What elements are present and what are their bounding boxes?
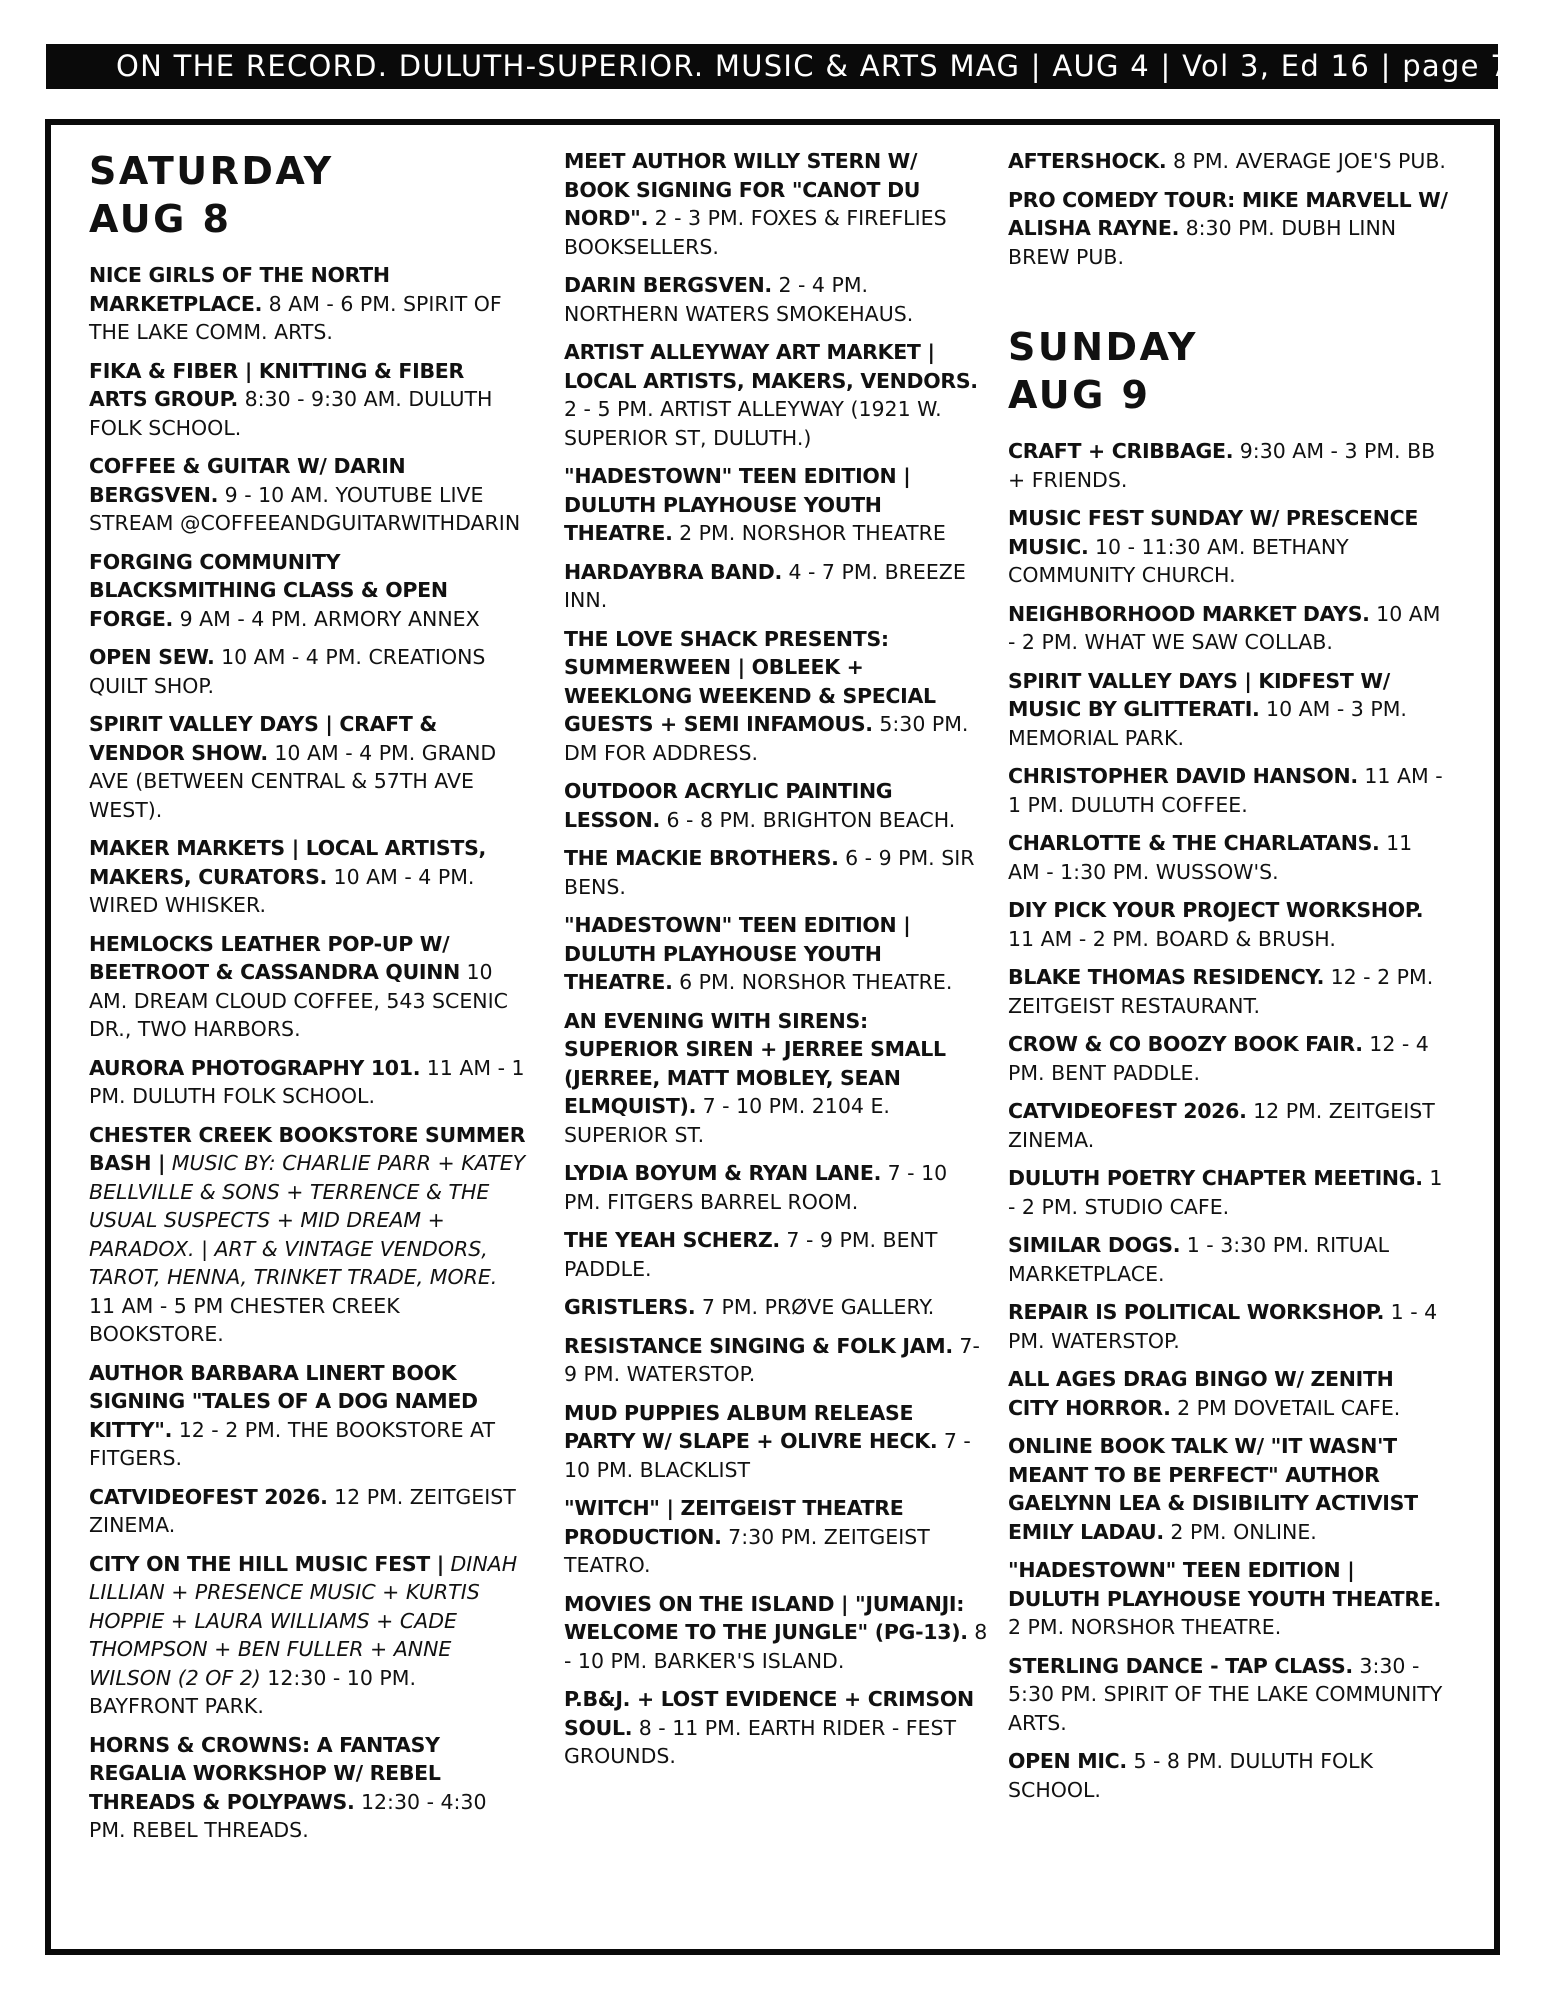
event-item (89, 930, 529, 1044)
calendar-frame (45, 119, 1500, 1955)
event-title: CATVIDEOFEST 2026. (1008, 1099, 1247, 1123)
event-title: CHRISTOPHER DAVID HANSON. (1008, 764, 1358, 788)
event-details: 7 - 10 PM. 2104 E. SUPERIOR ST. (564, 1094, 890, 1147)
event-title: DARIN BERGSVEN. (564, 273, 772, 297)
event-title: OPEN MIC. (1008, 1749, 1127, 1773)
event-title: HEMLOCKS LEATHER POP-UP W/ BEETROOT & CASSANDRA QUINN (89, 931, 460, 984)
event-details: 10 AM - 2 PM. WHAT WE SAW COLLAB. (1008, 601, 1441, 654)
event-item (564, 1494, 989, 1580)
event-details: 7 PM. PRØVE GALLERY. (695, 1295, 935, 1319)
event-item (564, 1226, 989, 1283)
day-name: SUNDAY (1008, 325, 1198, 369)
event-item (564, 1685, 989, 1771)
event-details: 1 - 4 PM. WATERSTOP. (1008, 1300, 1438, 1353)
event-item (89, 548, 529, 634)
event-item (89, 357, 529, 443)
event-artists: DINAH LILLIAN + PRESENCE MUSIC + KURTIS HOPPIE + LAURA WILLIAMS + CADE THOMPSON + BEN FULLER + ANNE WILSON (2 OF 2) (89, 1551, 518, 1690)
event-title: DIY PICK YOUR PROJECT WORKSHOP. (1008, 898, 1424, 922)
day-name: SATURDAY (89, 149, 334, 193)
event-item (89, 1359, 529, 1473)
event-item (89, 710, 529, 824)
event-item (1008, 1652, 1448, 1738)
event-details: 1 - 2 PM. STUDIO CAFE. (1008, 1166, 1443, 1219)
event-title: "HADESTOWN" TEEN EDITION | DULUTH PLAYHOUSE YOUTH THEATRE. (1008, 1558, 1442, 1611)
event-item (89, 261, 529, 347)
event-title: AFTERSHOCK. (1008, 149, 1167, 173)
event-item (1008, 1030, 1448, 1087)
event-title: MUSIC FEST SUNDAY W/ PRESCENCE MUSIC. (1008, 506, 1419, 559)
event-title: STERLING DANCE - TAP CLASS. (1008, 1653, 1353, 1678)
event-item (1008, 829, 1448, 886)
event-title: CHESTER CREEK BOOKSTORE SUMMER BASH | (89, 1122, 526, 1175)
event-title: CITY ON THE HILL MUSIC FEST | (89, 1551, 444, 1576)
event-item (564, 462, 989, 548)
event-title: AUTHOR BARBARA LINERT BOOK SIGNING "TALES OF A DOG NAMED KITTY". (89, 1360, 478, 1442)
event-details: 11 AM - 1 PM. DULUTH FOLK SCHOOL. (89, 1055, 525, 1108)
event-item (1008, 1556, 1448, 1642)
event-list (564, 147, 989, 1771)
event-title: HORNS & CROWNS: A FANTASY REGALIA WORKSHOP W/ REBEL THREADS & POLYPAWS. (89, 1732, 441, 1814)
event-details: 12 - 4 PM. BENT PADDLE. (1008, 1032, 1429, 1085)
event-details: 8 AM - 6 PM. SPIRIT OF THE LAKE COMM. ARTS. (89, 291, 502, 344)
event-details: 7 - 10 PM. FITGERS BARREL ROOM. (564, 1161, 948, 1214)
event-item (564, 1332, 989, 1389)
event-title: MEET AUTHOR WILLY STERN W/ BOOK SIGNING FOR "CANOT DU NORD". (564, 149, 921, 230)
event-title: CRAFT + CRIBBAGE. (1008, 439, 1234, 463)
event-details: 7 - 9 PM. BENT PADDLE. (564, 1228, 938, 1281)
event-title: "HADESTOWN" TEEN EDITION | DULUTH PLAYHOUSE YOUTH THEATRE. (564, 464, 911, 545)
event-title: ARTIST ALLEYWAY ART MARKET | LOCAL ARTISTS, MAKERS, VENDORS. (564, 340, 978, 393)
column-3 (1008, 147, 1448, 1814)
event-title: FORGING COMMUNITY BLACKSMITHING CLASS & OPEN FORGE. (89, 549, 448, 631)
event-item (564, 625, 989, 768)
event-item (89, 452, 529, 538)
event-title: MOVIES ON THE ISLAND | "JUMANJI: WELCOME TO THE JUNGLE" (PG-13). (564, 1591, 968, 1644)
event-item (564, 147, 989, 261)
event-item (564, 338, 989, 452)
event-details: 12 PM. ZEITGEIST ZINEMA. (89, 1484, 516, 1537)
event-details: 9 - 10 AM. YOUTUBE LIVE STREAM @COFFEEANDGUITARWITHDARIN (89, 482, 521, 535)
event-title: SPIRIT VALLEY DAYS | CRAFT & VENDOR SHOW. (89, 712, 437, 765)
event-item (89, 1121, 529, 1349)
event-title: THE MACKIE BROTHERS. (564, 846, 839, 870)
event-item (564, 1159, 989, 1216)
event-title: THE LOVE SHACK PRESENTS: SUMMERWEEN | OBLEEK + WEEKLONG WEEKEND & SPECIAL GUESTS + SEMI INFAMOUS. (564, 626, 936, 736)
event-details: 4 - 7 PM. BREEZE INN. (564, 559, 966, 612)
event-details: 2 - 4 PM. NORTHERN WATERS SMOKEHAUS. (564, 273, 914, 326)
event-item (89, 1550, 529, 1721)
event-item (1008, 762, 1448, 819)
event-details: 11 AM - 2 PM. BOARD & BRUSH. (1008, 926, 1336, 951)
event-title: LYDIA BOYUM & RYAN LANE. (564, 1161, 882, 1185)
event-details: 11 AM - 1:30 PM. WUSSOW'S. (1008, 831, 1413, 884)
event-title: CROW & CO BOOZY BOOK FAIR. (1008, 1032, 1363, 1056)
event-item (1008, 1231, 1448, 1288)
event-title: NICE GIRLS OF THE NORTH MARKETPLACE. (89, 263, 390, 316)
event-details: 11 AM - 5 PM CHESTER CREEK BOOKSTORE. (89, 1293, 400, 1346)
event-item (1008, 600, 1448, 657)
event-details: 2 PM. NORSHOR THEATRE (672, 521, 946, 545)
event-item (1008, 1747, 1448, 1804)
event-item (1008, 667, 1448, 753)
event-details: 10 AM. DREAM CLOUD COFFEE, 543 SCENIC DR., TWO HARBORS. (89, 960, 508, 1041)
event-details: 10 AM - 4 PM. WIRED WHISKER. (89, 864, 475, 917)
event-details: 10 AM - 3 PM. MEMORIAL PARK. (1008, 697, 1407, 750)
event-item (89, 1731, 529, 1845)
event-title: HARDAYBRA BAND. (564, 559, 782, 584)
event-details: 12:30 - 10 PM. BAYFRONT PARK. (89, 1665, 416, 1718)
event-item (564, 1007, 989, 1150)
event-details: 2 PM DOVETAIL CAFE. (1170, 1395, 1401, 1420)
event-details: 9:30 AM - 3 PM. BB + FRIENDS. (1008, 439, 1436, 492)
event-details: 2 PM. ONLINE. (1163, 1519, 1317, 1544)
event-item (89, 1054, 529, 1111)
event-item (564, 777, 989, 834)
event-title: MUD PUPPIES ALBUM RELEASE PARTY W/ SLAPE + OLIVRE HECK. (564, 1400, 938, 1453)
event-title: OUTDOOR ACRYLIC PAINTING LESSON. (564, 779, 893, 832)
event-item (1008, 1097, 1448, 1154)
event-title: FIKA & FIBER | KNITTING & FIBER ARTS GROUP. (89, 358, 464, 411)
event-details: 7:30 PM. ZEITGEIST TEATRO. (564, 1524, 930, 1577)
event-title: PRO COMEDY TOUR: MIKE MARVELL W/ ALISHA RAYNE. (1008, 187, 1448, 240)
event-details: 6 - 9 PM. SIR BENS. (564, 846, 975, 899)
event-title: OPEN SEW. (89, 645, 215, 669)
event-list (1008, 437, 1448, 1804)
event-details: 2 PM. NORSHOR THEATRE. (1008, 1615, 1282, 1639)
event-item (1008, 1298, 1448, 1355)
event-details: 11 AM - 1 PM. DULUTH COFFEE. (1008, 764, 1443, 817)
event-title: AURORA PHOTOGRAPHY 101. (89, 1055, 421, 1080)
event-item (1008, 186, 1448, 272)
event-item (564, 1293, 989, 1322)
event-details: 6 PM. NORSHOR THEATRE. (672, 970, 953, 994)
event-details: 3:30 - 5:30 PM. SPIRIT OF THE LAKE COMMUNITY ARTS. (1008, 1653, 1443, 1735)
event-item (89, 834, 529, 920)
event-title: CATVIDEOFEST 2026. (89, 1484, 328, 1509)
event-title: SPIRIT VALLEY DAYS | KIDFEST W/ MUSIC BY GLITTERATI. (1008, 668, 1390, 721)
event-details: 12 - 2 PM. ZEITGEIST RESTAURANT. (1008, 965, 1434, 1018)
event-item (1008, 896, 1448, 953)
header-text: ON THE RECORD. DULUTH-SUPERIOR. MUSIC & ARTS MAG | AUG 4 | Vol 3, Ed 16 | page 7 (116, 49, 1511, 83)
event-title: RESISTANCE SINGING & FOLK JAM. (564, 1333, 953, 1358)
event-title: GRISTLERS. (564, 1295, 696, 1319)
event-title: "WITCH" | ZEITGEIST THEATRE PRODUCTION. (564, 1496, 904, 1549)
event-title: SIMILAR DOGS. (1008, 1233, 1181, 1257)
event-details: 12 PM. ZEITGEIST ZINEMA. (1008, 1099, 1435, 1152)
event-item (564, 911, 989, 997)
page-header (46, 44, 1511, 89)
event-title: CHARLOTTE & THE CHARLATANS. (1008, 831, 1380, 855)
event-details: 6 - 8 PM. BRIGHTON BEACH. (659, 807, 956, 832)
event-title: ONLINE BOOK TALK W/ "IT WASN'T MEANT TO BE PERFECT" AUTHOR GAELYNN LEA & DISIBILITY ACTIVIST EMILY LADAU. (1008, 1434, 1418, 1544)
event-item (1008, 1432, 1448, 1546)
event-details: 8 - 11 PM. EARTH RIDER - FEST GROUNDS. (564, 1715, 957, 1768)
event-details: 5:30 PM. DM FOR ADDRESS. (564, 712, 969, 765)
event-title: THE YEAH SCHERZ. (564, 1228, 780, 1252)
day-heading-saturday (89, 147, 529, 243)
event-details: 2 - 5 PM. ARTIST ALLEYWAY (1921 W. SUPERIOR ST, DULUTH.) (564, 397, 942, 450)
event-list (89, 261, 529, 1845)
event-title: P.B&J. + LOST EVIDENCE + CRIMSON SOUL. (564, 1687, 974, 1740)
event-details: 9 AM - 4 PM. ARMORY ANNEX (173, 606, 480, 631)
day-date: AUG 9 (1008, 373, 1151, 417)
event-item (1008, 1164, 1448, 1221)
column-1 (89, 147, 529, 1855)
day-heading-sunday (1008, 323, 1448, 419)
column-2 (564, 147, 989, 1781)
event-title: "HADESTOWN" TEEN EDITION | DULUTH PLAYHOUSE YOUTH THEATRE. (564, 913, 911, 994)
event-details: 10 - 11:30 AM. BETHANY COMMUNITY CHURCH. (1008, 534, 1349, 587)
event-item (1008, 963, 1448, 1020)
event-title: COFFEE & GUITAR W/ DARIN BERGSVEN. (89, 454, 406, 507)
event-details: 8 - 10 PM. BARKER'S ISLAND. (564, 1620, 988, 1673)
event-details: 7 - 10 PM. BLACKLIST (564, 1429, 971, 1482)
event-details: 12 - 2 PM. THE BOOKSTORE AT FITGERS. (89, 1417, 496, 1470)
event-item (564, 1590, 989, 1676)
event-item (564, 844, 989, 901)
event-title: AN EVENING WITH SIRENS: SUPERIOR SIREN + JERREE SMALL (JERREE, MATT MOBLEY, SEAN ELMQUIST). (564, 1008, 946, 1118)
event-details: 2 - 3 PM. FOXES & FIREFLIES BOOKSELLERS. (564, 206, 947, 259)
event-details: 5 - 8 PM. DULUTH FOLK SCHOOL. (1008, 1749, 1373, 1802)
event-details: 7- 9 PM. WATERSTOP. (564, 1333, 980, 1386)
event-item (564, 271, 989, 328)
event-title: MAKER MARKETS | LOCAL ARTISTS, MAKERS, CURATORS. (89, 836, 487, 889)
event-details: 8 PM. AVERAGE JOE'S PUB. (1166, 149, 1446, 173)
event-details: 10 AM - 4 PM. CREATIONS QUILT SHOP. (89, 645, 486, 698)
event-list (1008, 147, 1448, 271)
event-title: REPAIR IS POLITICAL WORKSHOP. (1008, 1300, 1385, 1324)
event-item (1008, 437, 1448, 494)
event-title: ALL AGES DRAG BINGO W/ ZENITH CITY HORROR. (1008, 1367, 1394, 1420)
event-title: DULUTH POETRY CHAPTER MEETING. (1008, 1166, 1423, 1190)
event-item (1008, 1365, 1448, 1422)
event-artists: MUSIC BY: CHARLIE PARR + KATEY BELLVILLE & SONS + TERRENCE & THE USUAL SUSPECTS + MID DREAM + PARADOX. | ART & VINTAGE VENDORS, TAROT, HENNA, TRINKET TRADE, MORE. (89, 1151, 526, 1289)
event-title: BLAKE THOMAS RESIDENCY. (1008, 965, 1325, 989)
event-item (564, 558, 989, 615)
event-details: 12:30 - 4:30 PM. REBEL THREADS. (89, 1789, 487, 1842)
day-date: AUG 8 (89, 197, 232, 241)
event-item (89, 643, 529, 700)
event-details: 8:30 PM. DUBH LINN BREW PUB. (1008, 216, 1397, 269)
event-item (1008, 147, 1448, 176)
event-title: NEIGHBORHOOD MARKET DAYS. (1008, 601, 1370, 626)
event-details: 8:30 - 9:30 AM. DULUTH FOLK SCHOOL. (89, 387, 493, 440)
event-item (89, 1483, 529, 1540)
event-details: 1 - 3:30 PM. RITUAL MARKETPLACE. (1008, 1233, 1390, 1286)
event-details: 10 AM - 4 PM. GRAND AVE (BETWEEN CENTRAL & 57TH AVE WEST). (89, 740, 497, 822)
event-item (564, 1399, 989, 1485)
event-item (1008, 504, 1448, 590)
